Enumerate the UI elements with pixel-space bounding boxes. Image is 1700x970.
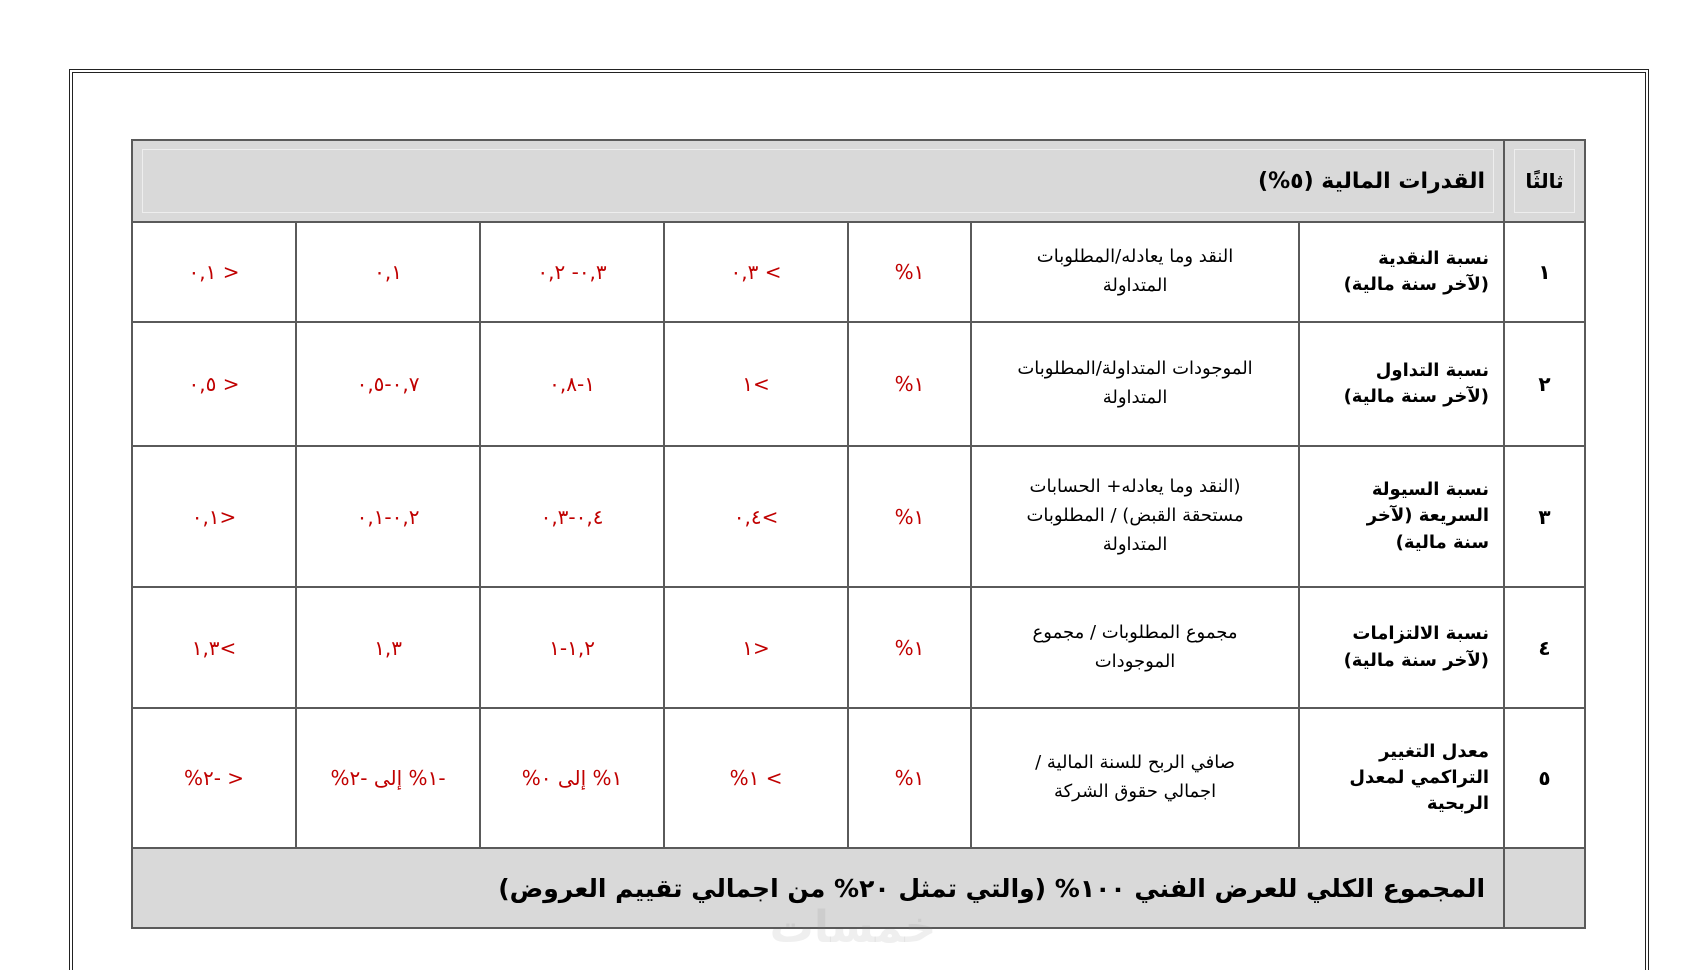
criterion-number: ٤ <box>1504 587 1585 708</box>
criterion-formula-line: الموجودات <box>1094 650 1176 672</box>
section-title: القدرات المالية (٥%) <box>1258 168 1486 194</box>
criterion-name <box>1299 222 1504 322</box>
total-number-cell <box>1504 848 1585 928</box>
criterion-weight: ١% <box>848 708 971 848</box>
table-row <box>132 322 1585 446</box>
criterion-formula <box>971 446 1299 587</box>
criterion-formula-line: المتداولة <box>1102 387 1168 408</box>
score-level-1: >١ <box>664 322 848 446</box>
criterion-weight: ١% <box>848 222 971 322</box>
criterion-formula-line: المتداولة <box>1102 275 1168 296</box>
score-level-4: < ٠,٥ <box>132 322 296 446</box>
criterion-name-line: (لآخر سنة مالية) <box>1343 274 1490 295</box>
criterion-name-line: نسبة النقدية <box>1378 247 1490 269</box>
criterion-formula-line: اجمالي حقوق الشركة <box>1053 781 1217 802</box>
criterion-formula <box>971 708 1299 848</box>
score-level-2: ١-٠,٨ <box>480 322 664 446</box>
criterion-name-line: معدل التغيير <box>1379 740 1490 762</box>
section-number-cell <box>1504 140 1585 222</box>
score-level-1: >٠,٤ <box>664 446 848 587</box>
section-title-cell <box>132 140 1504 222</box>
criterion-name-line: نسبة التداول <box>1375 359 1490 381</box>
score-level-3: ٠,٧-٠,٥ <box>296 322 480 446</box>
criterion-name-line: الربحية <box>1426 793 1490 815</box>
score-level-1: <١ <box>664 587 848 708</box>
criterion-name-line: نسبة السيولة <box>1371 479 1490 501</box>
score-level-3: -١% إلى -٢% <box>296 708 480 848</box>
table-row <box>132 708 1585 848</box>
criterion-name-line: نسبة الالتزامات <box>1352 623 1490 645</box>
score-level-2: ١,٢-١ <box>480 587 664 708</box>
criterion-weight: ١% <box>848 446 971 587</box>
criterion-name <box>1299 322 1504 446</box>
criterion-formula-line: صافي الربح للسنة المالية / <box>1035 752 1235 774</box>
total-summary: المجموع الكلي للعرض الفني ١٠٠% (والتي تمثل ٢٠% من اجمالي تقييم العروض) <box>498 873 1486 903</box>
criterion-name-line: (لآخر سنة مالية) <box>1343 649 1490 671</box>
criterion-formula <box>971 587 1299 708</box>
score-level-4: < -٢% <box>132 708 296 848</box>
section-number: ثالثًا <box>1525 169 1564 193</box>
criterion-name-line: سنة مالية) <box>1395 531 1490 553</box>
criterion-formula-line: الموجودات المتداولة/المطلوبات <box>1017 358 1253 380</box>
criterion-name <box>1299 446 1504 587</box>
section-header-row <box>132 140 1585 222</box>
criterion-number: ٢ <box>1504 322 1585 446</box>
table-row <box>132 587 1585 708</box>
criterion-formula-line: مجموع المطلوبات / مجموع <box>1032 621 1238 643</box>
score-level-1: > ١% <box>664 708 848 848</box>
criterion-weight: ١% <box>848 587 971 708</box>
score-level-4: >١,٣ <box>132 587 296 708</box>
criterion-name-line: (لآخر سنة مالية) <box>1343 386 1490 407</box>
criterion-formula <box>971 222 1299 322</box>
score-level-4: < ٠,١ <box>132 222 296 322</box>
criterion-formula-line: (النقد وما يعادله+ الحسابات <box>1029 476 1241 498</box>
criterion-name-line: السريعة (لآخر <box>1366 505 1490 527</box>
score-level-1: > ٠,٣ <box>664 222 848 322</box>
score-level-3: ٠,١ <box>296 222 480 322</box>
score-level-2: ٠,٤-٠,٣ <box>480 446 664 587</box>
criterion-name-line: التراكمي لمعدل <box>1349 766 1490 788</box>
financial-criteria-table <box>131 139 1586 929</box>
criterion-formula <box>971 322 1299 446</box>
criterion-number: ١ <box>1504 222 1585 322</box>
criterion-name <box>1299 587 1504 708</box>
criterion-name <box>1299 708 1504 848</box>
score-level-2: ٠,٣- ٠,٢ <box>480 222 664 322</box>
watermark-logo: خمسات <box>769 902 937 953</box>
criterion-formula-line: النقد وما يعادله/المطلوبات <box>1036 246 1234 268</box>
criterion-formula-line: المتداولة <box>1102 533 1168 555</box>
score-level-2: ١% إلى ٠% <box>480 708 664 848</box>
criterion-formula-line: مستحقة القبض) / المطلوبات <box>1026 505 1244 527</box>
score-level-3: ٠,٢-٠,١ <box>296 446 480 587</box>
table-row <box>132 446 1585 587</box>
criterion-number: ٥ <box>1504 708 1585 848</box>
criterion-weight: ١% <box>848 322 971 446</box>
score-level-4: <٠,١ <box>132 446 296 587</box>
score-level-3: ١,٣ <box>296 587 480 708</box>
table-row <box>132 222 1585 322</box>
criterion-number: ٣ <box>1504 446 1585 587</box>
